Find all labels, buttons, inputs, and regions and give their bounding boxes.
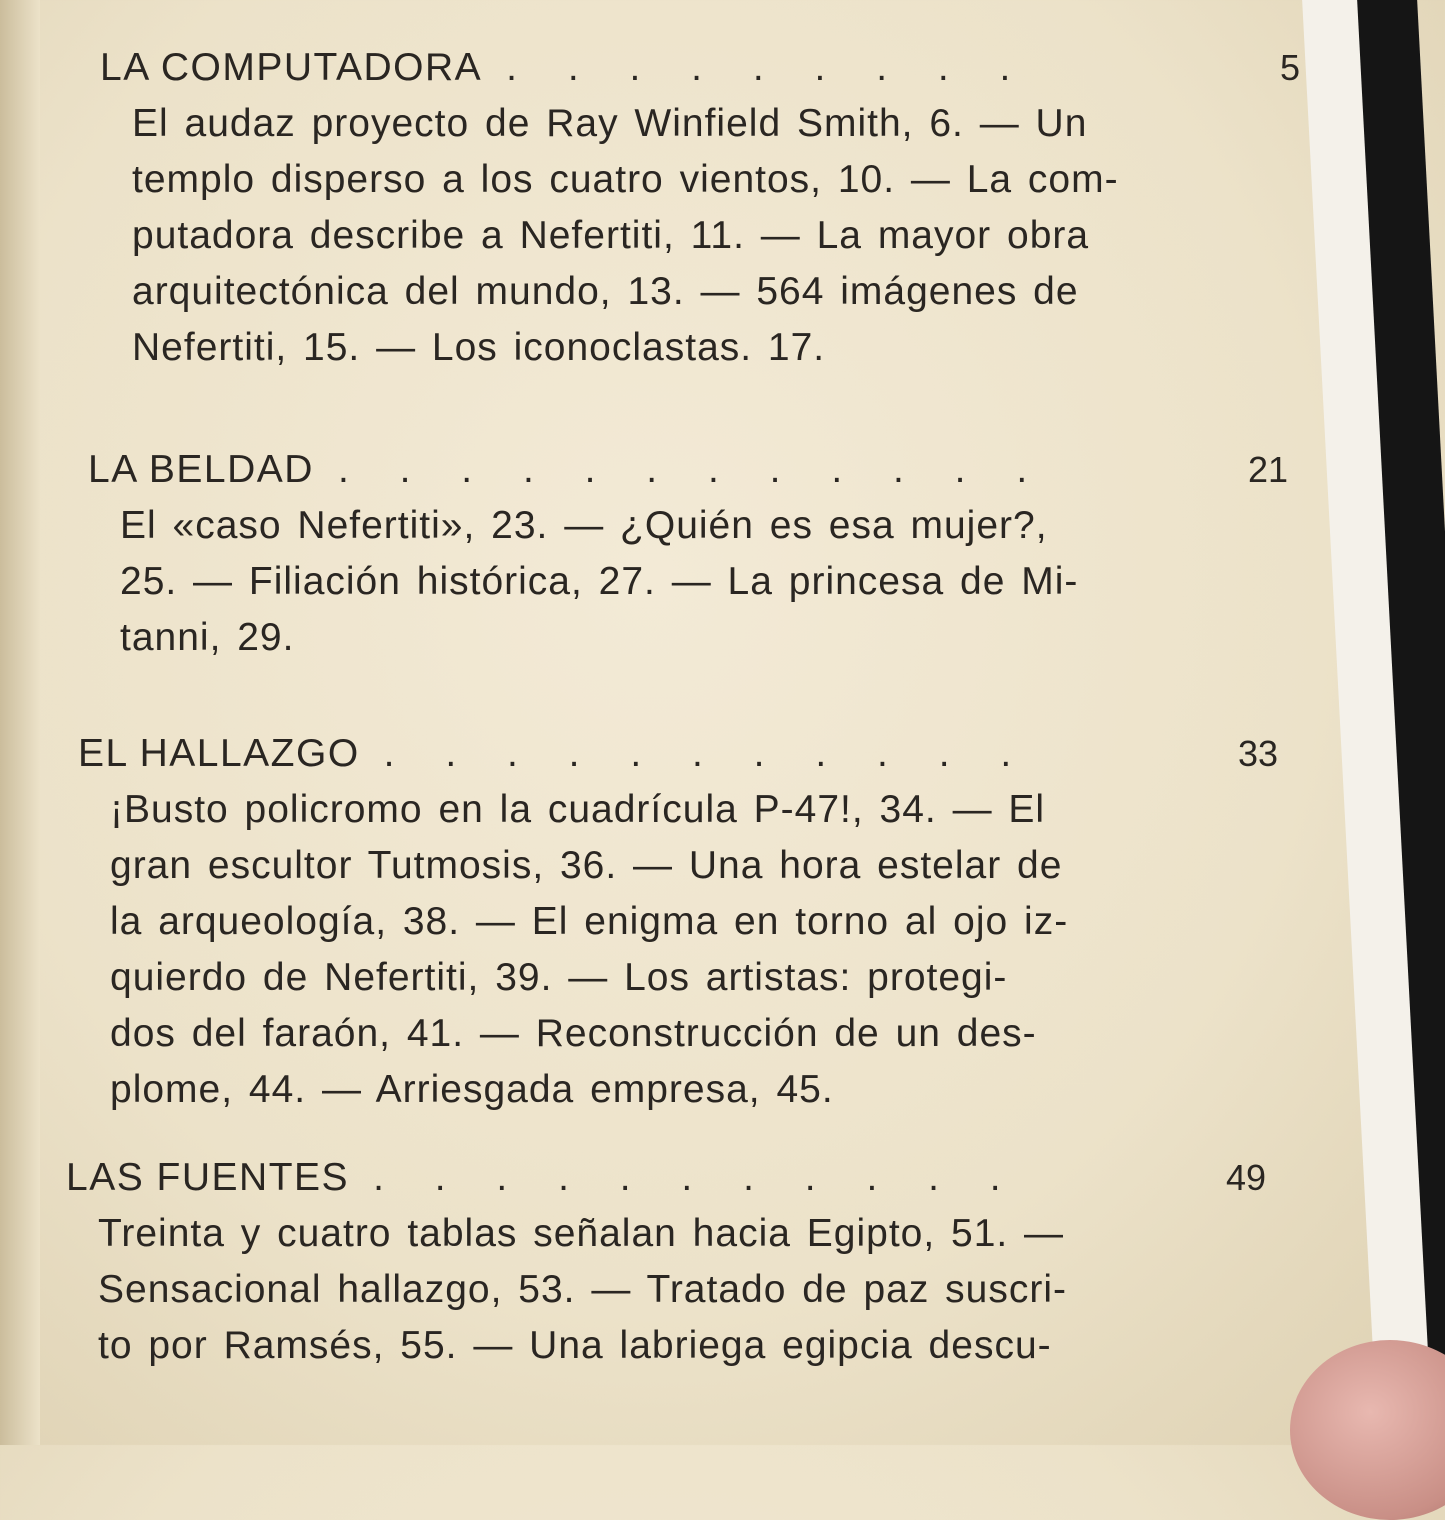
toc-section-el-hallazgo [78,726,1278,1118]
section-heading-row [66,1150,1266,1206]
toc-line: El audaz proyecto de Ray Winfield Smith, 6. — Un [132,102,1088,145]
toc-line: ¡Busto policromo en la cuadrícula P-47!, 34. — El [110,788,1046,831]
page-number: 33 [1237,733,1278,774]
page-number: 5 [1279,47,1300,88]
section-title: LA COMPUTADORA [100,46,483,89]
toc-section-la-computadora [100,40,1300,376]
toc-line: Nefertiti, 15. — Los iconoclastas. 17. [132,326,826,369]
toc-line: to por Ramsés, 55. — Una labriega egipcia descu- [98,1324,1052,1367]
section-heading-row [88,442,1288,498]
toc-line: gran escultor Tutmosis, 36. — Una hora estelar de [110,844,1063,887]
toc-line: quierdo de Nefertiti, 39. — Los artistas: protegi- [110,956,1008,999]
leader-dots: . . . . . . . . . [506,46,1031,89]
page-number: 49 [1225,1157,1266,1198]
toc-line: El «caso Nefertiti», 23. — ¿Quién es esa mujer?, [120,504,1048,547]
toc-line: Sensacional hallazgo, 53. — Tratado de paz suscri- [98,1268,1068,1311]
page-number: 21 [1247,449,1288,490]
toc-line: arquitectónica del mundo, 13. — 564 imágenes de [132,270,1079,313]
section-heading-row [100,40,1300,96]
toc-line: putadora describe a Nefertiti, 11. — La mayor obra [132,214,1090,257]
toc-line: dos del faraón, 41. — Reconstrucción de un des- [110,1012,1037,1055]
thumb [1290,1340,1445,1520]
leader-dots: . . . . . . . . . . . . [337,448,1048,491]
toc-line: tanni, 29. [120,616,295,659]
section-title: LA BELDAD [88,448,314,491]
section-title: EL HALLAZGO [78,732,360,775]
toc-section-las-fuentes [66,1150,1266,1374]
leader-dots: . . . . . . . . . . . [373,1156,1021,1199]
book-gutter-shadow [0,0,40,1445]
toc-line: Treinta y cuatro tablas señalan hacia Egipto, 51. — [98,1212,1065,1255]
toc-line: 25. — Filiación histórica, 27. — La princesa de Mi- [120,560,1079,603]
toc-section-la-beldad [88,442,1288,666]
leader-dots: . . . . . . . . . . . [383,732,1032,775]
section-heading-row [78,726,1278,782]
toc-line: plome, 44. — Arriesgada empresa, 45. [110,1068,834,1111]
section-title: LAS FUENTES [66,1156,350,1199]
toc-line: la arqueología, 38. — El enigma en torno al ojo iz- [110,900,1069,943]
toc-line: templo disperso a los cuatro vientos, 10. — La com- [132,158,1119,201]
